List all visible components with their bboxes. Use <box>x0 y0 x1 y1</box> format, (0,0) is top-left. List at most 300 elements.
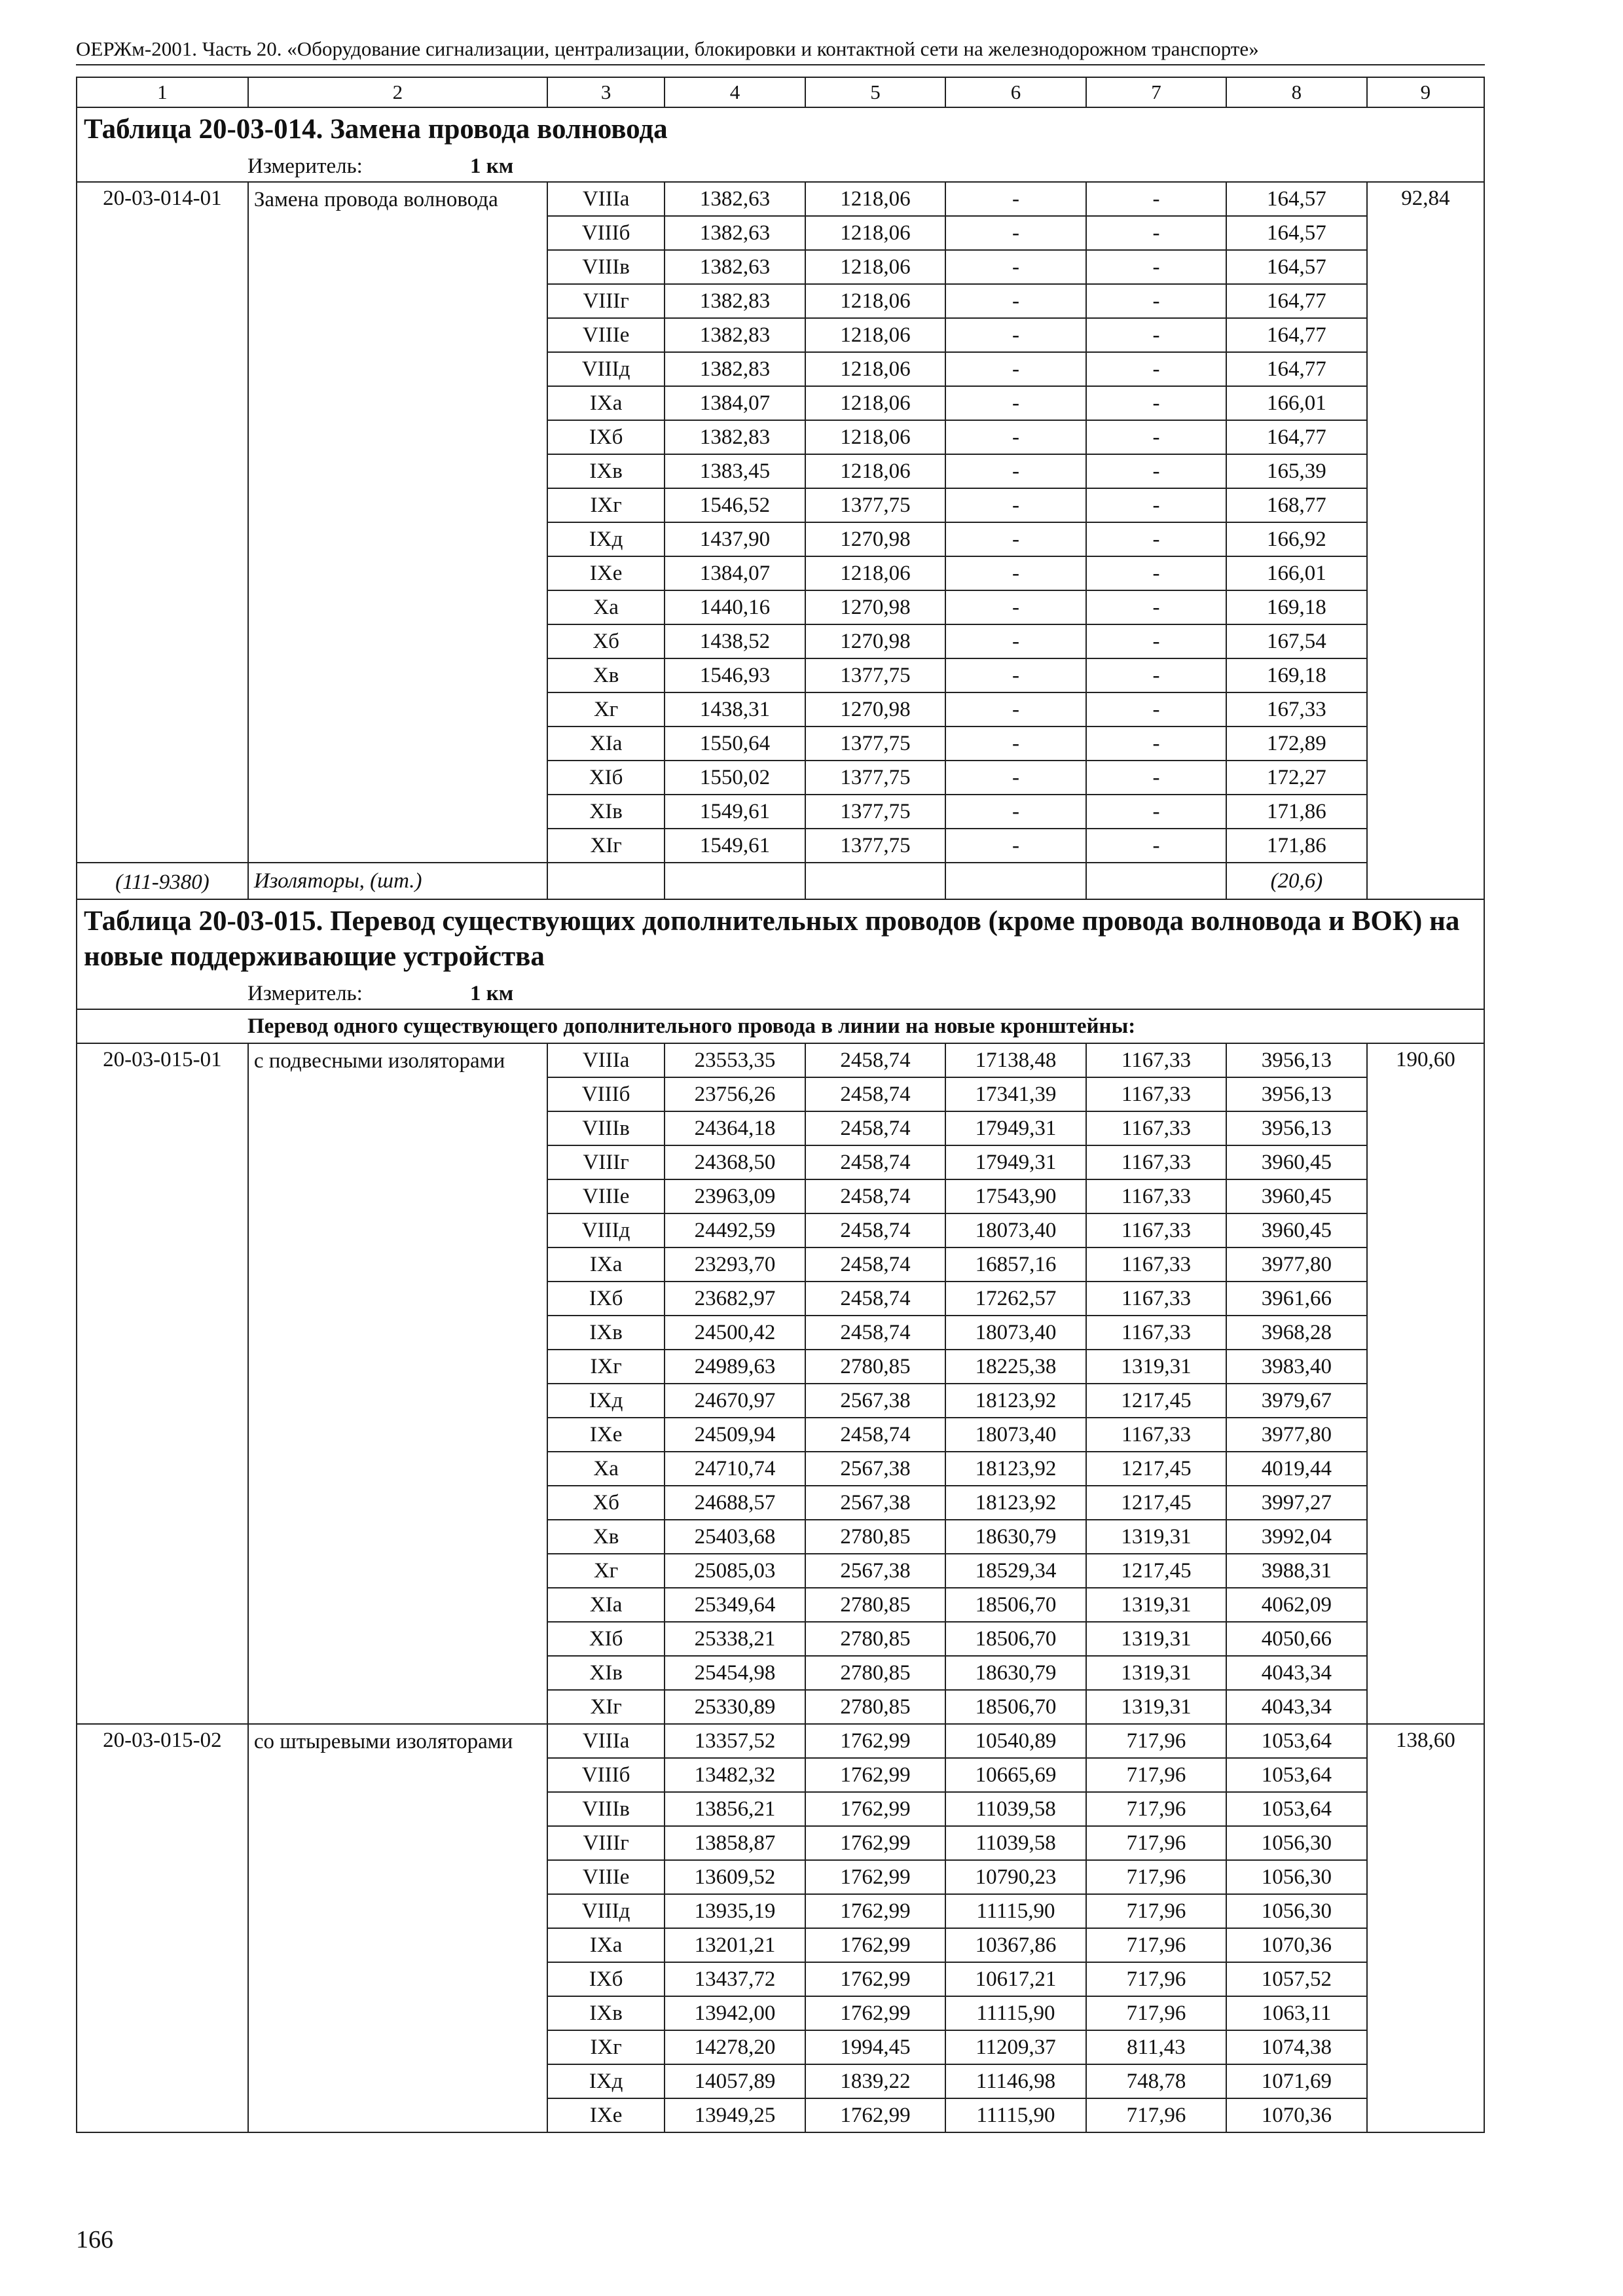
running-header: ОЕРЖм-2001. Часть 20. «Оборудование сигнализации, централизации, блокировки и контактной сети на железнодорожном транспорте» <box>76 37 1485 65</box>
zone-cell: VIIIв <box>547 250 665 284</box>
value-cell: 717,96 <box>1086 1724 1226 1758</box>
zone-cell: VIIIд <box>547 1213 665 1247</box>
value-cell: 1217,45 <box>1086 1384 1226 1418</box>
note-name: Изоляторы, (шт.) <box>248 863 547 899</box>
value-cell: 1994,45 <box>805 2030 945 2064</box>
zone-cell: IXг <box>547 488 665 522</box>
value-cell: 18073,40 <box>945 1316 1085 1350</box>
value-cell: 1377,75 <box>805 829 945 863</box>
value-cell: 2567,38 <box>805 1554 945 1588</box>
value-cell: 3997,27 <box>1226 1486 1366 1520</box>
value-cell: 1319,31 <box>1086 1622 1226 1656</box>
zone-cell: VIIIе <box>547 1860 665 1894</box>
value-cell: - <box>945 726 1085 761</box>
value-cell: 25454,98 <box>665 1656 805 1690</box>
value-cell: - <box>945 761 1085 795</box>
value-cell: 1762,99 <box>805 1758 945 1792</box>
value-cell: 1839,22 <box>805 2064 945 2098</box>
value-cell: 1382,63 <box>665 182 805 216</box>
table-subtitle: Перевод одного существующего дополнительного провода в линии на новые кронштейны: <box>77 1009 1484 1043</box>
value-cell: 11115,90 <box>945 2098 1085 2132</box>
value-cell: 1218,06 <box>805 250 945 284</box>
value-cell: 25349,64 <box>665 1588 805 1622</box>
value-cell: 3960,45 <box>1226 1145 1366 1179</box>
value-cell: 4043,34 <box>1226 1656 1366 1690</box>
zone-cell: VIIIб <box>547 1758 665 1792</box>
value-cell: 169,18 <box>1226 658 1366 692</box>
value-cell: 717,96 <box>1086 1894 1226 1928</box>
value-cell: 13482,32 <box>665 1758 805 1792</box>
value-cell: 4050,66 <box>1226 1622 1366 1656</box>
note-code: (111-9380) <box>77 863 248 899</box>
value-cell: 14057,89 <box>665 2064 805 2098</box>
value-cell: 3960,45 <box>1226 1179 1366 1213</box>
value-cell: 18506,70 <box>945 1690 1085 1724</box>
value-cell: 1218,06 <box>805 216 945 250</box>
value-cell: 13942,00 <box>665 1996 805 2030</box>
value-cell: 1762,99 <box>805 1724 945 1758</box>
value-cell: 2458,74 <box>805 1145 945 1179</box>
value-cell: 18123,92 <box>945 1486 1085 1520</box>
value-cell: 4043,34 <box>1226 1690 1366 1724</box>
value-cell: - <box>1086 522 1226 556</box>
value-cell: 3977,80 <box>1226 1247 1366 1282</box>
value-cell: 1056,30 <box>1226 1826 1366 1860</box>
value-cell: 1438,52 <box>665 624 805 658</box>
value-cell: 25403,68 <box>665 1520 805 1554</box>
value-cell: 1377,75 <box>805 488 945 522</box>
zone-cell: VIIIд <box>547 352 665 386</box>
value-cell: - <box>1086 590 1226 624</box>
table-row <box>77 1724 1484 1758</box>
table-title-cell <box>77 107 1484 151</box>
value-cell: 2780,85 <box>805 1520 945 1554</box>
zone-cell: IXе <box>547 2098 665 2132</box>
zone-cell: XIб <box>547 1622 665 1656</box>
value-cell: 14278,20 <box>665 2030 805 2064</box>
value-cell: 10665,69 <box>945 1758 1085 1792</box>
value-cell: 1167,33 <box>1086 1282 1226 1316</box>
value-cell: 1217,45 <box>1086 1486 1226 1520</box>
rates-table <box>76 77 1485 2133</box>
value-cell: 1319,31 <box>1086 1520 1226 1554</box>
value-cell: 23682,97 <box>665 1282 805 1316</box>
value-cell: 1167,33 <box>1086 1316 1226 1350</box>
zone-cell: VIIIе <box>547 1179 665 1213</box>
value-cell: 717,96 <box>1086 2098 1226 2132</box>
meter-label: Измеритель: <box>247 154 363 178</box>
zone-cell: VIIIб <box>547 216 665 250</box>
zone-cell: IXг <box>547 2030 665 2064</box>
value-cell: - <box>945 829 1085 863</box>
value-cell: - <box>1086 556 1226 590</box>
value-cell: 1319,31 <box>1086 1350 1226 1384</box>
rate-code: 20-03-015-02 <box>77 1724 248 2132</box>
zone-cell: IXа <box>547 1247 665 1282</box>
zone-cell: IXг <box>547 1350 665 1384</box>
value-cell: 1550,02 <box>665 761 805 795</box>
value-cell: 18630,79 <box>945 1520 1085 1554</box>
insulator-note-row <box>77 863 1484 899</box>
value-cell: 2458,74 <box>805 1316 945 1350</box>
value-cell: 2567,38 <box>805 1452 945 1486</box>
value-cell: 811,43 <box>1086 2030 1226 2064</box>
zone-cell: Xв <box>547 658 665 692</box>
value-cell: 24364,18 <box>665 1111 805 1145</box>
value-cell: 1270,98 <box>805 692 945 726</box>
zone-cell: IXв <box>547 454 665 488</box>
value-cell: 1440,16 <box>665 590 805 624</box>
value-cell: 1071,69 <box>1226 2064 1366 2098</box>
zone-cell: Xб <box>547 1486 665 1520</box>
zone-cell: IXе <box>547 556 665 590</box>
rate-code: 20-03-015-01 <box>77 1043 248 1724</box>
value-cell: - <box>1086 624 1226 658</box>
value-cell: 1074,38 <box>1226 2030 1366 2064</box>
value-cell: 717,96 <box>1086 1860 1226 1894</box>
value-cell: - <box>945 182 1085 216</box>
value-cell: 1063,11 <box>1226 1996 1366 2030</box>
table-title-cell <box>77 899 1484 978</box>
value-cell: 24492,59 <box>665 1213 805 1247</box>
value-cell: - <box>1086 386 1226 420</box>
value-cell: 717,96 <box>1086 1792 1226 1826</box>
value-cell: - <box>1086 454 1226 488</box>
value-cell: 13357,52 <box>665 1724 805 1758</box>
value-cell: 13858,87 <box>665 1826 805 1860</box>
value-cell: - <box>1086 352 1226 386</box>
zone-cell: Xб <box>547 624 665 658</box>
value-cell: - <box>945 795 1085 829</box>
value-cell: - <box>1086 761 1226 795</box>
value-cell: 10617,21 <box>945 1962 1085 1996</box>
value-cell: 24688,57 <box>665 1486 805 1520</box>
rate-name: с подвесными изоляторами <box>248 1043 547 1724</box>
meter-row <box>77 978 1484 1009</box>
value-cell: - <box>1086 692 1226 726</box>
value-cell: 168,77 <box>1226 488 1366 522</box>
value-cell: 13201,21 <box>665 1928 805 1962</box>
rate-name: Замена провода волновода <box>248 182 547 863</box>
value-cell: 18123,92 <box>945 1384 1085 1418</box>
column-9-value: 92,84 <box>1367 182 1484 899</box>
value-cell: 2458,74 <box>805 1247 945 1282</box>
value-cell: 1167,33 <box>1086 1077 1226 1111</box>
subtitle-row <box>77 1009 1484 1043</box>
column-9-value: 190,60 <box>1367 1043 1484 1724</box>
value-cell: 717,96 <box>1086 1826 1226 1860</box>
value-cell: 3977,80 <box>1226 1418 1366 1452</box>
zone-cell: XIв <box>547 1656 665 1690</box>
value-cell: 1382,83 <box>665 352 805 386</box>
value-cell: - <box>945 216 1085 250</box>
value-cell: 3992,04 <box>1226 1520 1366 1554</box>
value-cell: 717,96 <box>1086 1996 1226 2030</box>
column-number: 3 <box>547 77 665 107</box>
zone-cell: XIг <box>547 829 665 863</box>
value-cell: 171,86 <box>1226 829 1366 863</box>
value-cell: 3956,13 <box>1226 1111 1366 1145</box>
meter-unit: 1 км <box>470 982 514 1005</box>
value-cell: 10367,86 <box>945 1928 1085 1962</box>
value-cell: 1549,61 <box>665 829 805 863</box>
value-cell: 3961,66 <box>1226 1282 1366 1316</box>
value-cell: 24500,42 <box>665 1316 805 1350</box>
zone-cell: VIIIб <box>547 1077 665 1111</box>
zone-cell: IXд <box>547 1384 665 1418</box>
value-cell: 1550,64 <box>665 726 805 761</box>
rate-name: со штыревыми изоляторами <box>248 1724 547 2132</box>
value-cell: - <box>945 386 1085 420</box>
zone-cell: VIIIв <box>547 1111 665 1145</box>
value-cell: 1437,90 <box>665 522 805 556</box>
value-cell: - <box>1086 829 1226 863</box>
value-cell: 3988,31 <box>1226 1554 1366 1588</box>
value-cell: 2567,38 <box>805 1486 945 1520</box>
value-cell: 17543,90 <box>945 1179 1085 1213</box>
zone-cell: VIIIд <box>547 1894 665 1928</box>
zone-cell: XIа <box>547 726 665 761</box>
zone-cell: IXд <box>547 2064 665 2098</box>
meter-row <box>77 151 1484 182</box>
value-cell: 1218,06 <box>805 556 945 590</box>
empty-cell <box>665 863 805 899</box>
column-number: 4 <box>665 77 805 107</box>
value-cell: 166,01 <box>1226 386 1366 420</box>
value-cell: 25330,89 <box>665 1690 805 1724</box>
zone-cell: VIIIг <box>547 284 665 318</box>
zone-cell: IXб <box>547 1282 665 1316</box>
value-cell: 18123,92 <box>945 1452 1085 1486</box>
table-015-title: Таблица 20-03-015. Перевод существующих дополнительных проводов (кроме провода волновода и ВОК) на новые поддерживающие устройства <box>84 906 1460 972</box>
value-cell: 2458,74 <box>805 1213 945 1247</box>
zone-cell: IXе <box>547 1418 665 1452</box>
column-number: 8 <box>1226 77 1366 107</box>
empty-cell <box>1086 863 1226 899</box>
value-cell: 1382,63 <box>665 250 805 284</box>
value-cell: 2780,85 <box>805 1350 945 1384</box>
value-cell: 1762,99 <box>805 1826 945 1860</box>
value-cell: - <box>945 692 1085 726</box>
value-cell: 1056,30 <box>1226 1860 1366 1894</box>
value-cell: 1167,33 <box>1086 1043 1226 1077</box>
value-cell: 1377,75 <box>805 726 945 761</box>
column-number: 5 <box>805 77 945 107</box>
value-cell: 2780,85 <box>805 1690 945 1724</box>
zone-cell: VIIIа <box>547 1724 665 1758</box>
value-cell: 1218,06 <box>805 454 945 488</box>
value-cell: 1382,83 <box>665 284 805 318</box>
value-cell: 17341,39 <box>945 1077 1085 1111</box>
value-cell: 171,86 <box>1226 795 1366 829</box>
zone-cell: XIв <box>547 795 665 829</box>
value-cell: 1053,64 <box>1226 1758 1366 1792</box>
value-cell: 18073,40 <box>945 1213 1085 1247</box>
value-cell: 18630,79 <box>945 1656 1085 1690</box>
value-cell: 10540,89 <box>945 1724 1085 1758</box>
column-number: 1 <box>77 77 248 107</box>
table-row <box>77 1043 1484 1077</box>
value-cell: 1762,99 <box>805 1962 945 1996</box>
value-cell: 24509,94 <box>665 1418 805 1452</box>
value-cell: 25338,21 <box>665 1622 805 1656</box>
value-cell: 11039,58 <box>945 1792 1085 1826</box>
zone-cell: XIб <box>547 761 665 795</box>
zone-cell: Xа <box>547 590 665 624</box>
value-cell: 1053,64 <box>1226 1792 1366 1826</box>
value-cell: 17262,57 <box>945 1282 1085 1316</box>
value-cell: - <box>945 556 1085 590</box>
zone-cell: VIIIа <box>547 182 665 216</box>
value-cell: 18506,70 <box>945 1622 1085 1656</box>
value-cell: - <box>1086 182 1226 216</box>
value-cell: 717,96 <box>1086 1758 1226 1792</box>
value-cell: 1218,06 <box>805 420 945 454</box>
value-cell: 3979,67 <box>1226 1384 1366 1418</box>
value-cell: 17949,31 <box>945 1111 1085 1145</box>
value-cell: 1270,98 <box>805 624 945 658</box>
value-cell: 3956,13 <box>1226 1077 1366 1111</box>
value-cell: - <box>945 420 1085 454</box>
value-cell: 17138,48 <box>945 1043 1085 1077</box>
column-9-value: 138,60 <box>1367 1724 1484 2132</box>
value-cell: 1319,31 <box>1086 1656 1226 1690</box>
value-cell: 164,57 <box>1226 250 1366 284</box>
value-cell: 10790,23 <box>945 1860 1085 1894</box>
zone-cell: VIIIе <box>547 318 665 352</box>
value-cell: - <box>945 284 1085 318</box>
value-cell: 717,96 <box>1086 1962 1226 1996</box>
value-cell: 17949,31 <box>945 1145 1085 1179</box>
zone-cell: Xв <box>547 1520 665 1554</box>
value-cell: 23293,70 <box>665 1247 805 1282</box>
value-cell: 18073,40 <box>945 1418 1085 1452</box>
value-cell: - <box>1086 216 1226 250</box>
meter-label: Измеритель: <box>247 982 363 1005</box>
zone-cell: IXд <box>547 522 665 556</box>
value-cell: 13856,21 <box>665 1792 805 1826</box>
value-cell: 1383,45 <box>665 454 805 488</box>
value-cell: 11115,90 <box>945 1996 1085 2030</box>
value-cell: 13949,25 <box>665 2098 805 2132</box>
value-cell: 1546,52 <box>665 488 805 522</box>
value-cell: 1057,52 <box>1226 1962 1366 1996</box>
value-cell: 1270,98 <box>805 522 945 556</box>
value-cell: - <box>945 624 1085 658</box>
zone-cell: Xг <box>547 692 665 726</box>
zone-cell: IXв <box>547 1996 665 2030</box>
value-cell: 23553,35 <box>665 1043 805 1077</box>
empty-cell <box>945 863 1085 899</box>
value-cell: 1270,98 <box>805 590 945 624</box>
value-cell: 167,54 <box>1226 624 1366 658</box>
value-cell: 1218,06 <box>805 182 945 216</box>
value-cell: 16857,16 <box>945 1247 1085 1282</box>
value-cell: - <box>1086 488 1226 522</box>
zone-cell: IXб <box>547 1962 665 1996</box>
table-row <box>77 182 1484 216</box>
value-cell: 18529,34 <box>945 1554 1085 1588</box>
value-cell: 1382,83 <box>665 420 805 454</box>
value-cell: 2567,38 <box>805 1384 945 1418</box>
value-cell: 13935,19 <box>665 1894 805 1928</box>
value-cell: 1167,33 <box>1086 1213 1226 1247</box>
value-cell: 1762,99 <box>805 1996 945 2030</box>
value-cell: 25085,03 <box>665 1554 805 1588</box>
value-cell: 164,57 <box>1226 216 1366 250</box>
value-cell: 24989,63 <box>665 1350 805 1384</box>
table-body <box>77 77 1484 2132</box>
value-cell: 2780,85 <box>805 1622 945 1656</box>
value-cell: 1218,06 <box>805 318 945 352</box>
table-title-row <box>77 107 1484 151</box>
value-cell: 1167,33 <box>1086 1418 1226 1452</box>
value-cell: 1053,64 <box>1226 1724 1366 1758</box>
zone-cell: Xа <box>547 1452 665 1486</box>
value-cell: - <box>1086 726 1226 761</box>
value-cell: 3956,13 <box>1226 1043 1366 1077</box>
value-cell: 11146,98 <box>945 2064 1085 2098</box>
value-cell: 1217,45 <box>1086 1452 1226 1486</box>
value-cell: 164,77 <box>1226 352 1366 386</box>
meter-cell <box>77 151 1484 182</box>
note-value: (20,6) <box>1226 863 1366 899</box>
column-number: 6 <box>945 77 1085 107</box>
value-cell: 1218,06 <box>805 284 945 318</box>
meter-unit: 1 км <box>470 154 514 178</box>
value-cell: 3983,40 <box>1226 1350 1366 1384</box>
zone-cell: VIIIг <box>547 1145 665 1179</box>
value-cell: 165,39 <box>1226 454 1366 488</box>
value-cell: - <box>1086 318 1226 352</box>
value-cell: 1377,75 <box>805 795 945 829</box>
page-number: 166 <box>76 2226 113 2253</box>
value-cell: 24670,97 <box>665 1384 805 1418</box>
empty-cell <box>547 863 665 899</box>
value-cell: 172,27 <box>1226 761 1366 795</box>
value-cell: 1382,63 <box>665 216 805 250</box>
value-cell: 1762,99 <box>805 1894 945 1928</box>
rate-code: 20-03-014-01 <box>77 182 248 863</box>
value-cell: - <box>945 352 1085 386</box>
value-cell: 4062,09 <box>1226 1588 1366 1622</box>
zone-cell: VIIIв <box>547 1792 665 1826</box>
value-cell: 167,33 <box>1226 692 1366 726</box>
value-cell: 1056,30 <box>1226 1894 1366 1928</box>
column-number: 9 <box>1367 77 1484 107</box>
value-cell: 1384,07 <box>665 556 805 590</box>
value-cell: 1762,99 <box>805 1792 945 1826</box>
value-cell: 1762,99 <box>805 2098 945 2132</box>
zone-cell: XIг <box>547 1690 665 1724</box>
zone-cell: IXв <box>547 1316 665 1350</box>
value-cell: 18225,38 <box>945 1350 1085 1384</box>
value-cell: 1218,06 <box>805 386 945 420</box>
value-cell: 2458,74 <box>805 1077 945 1111</box>
value-cell: 169,18 <box>1226 590 1366 624</box>
value-cell: 24710,74 <box>665 1452 805 1486</box>
value-cell: 1762,99 <box>805 1928 945 1962</box>
empty-cell <box>805 863 945 899</box>
value-cell: 1070,36 <box>1226 2098 1366 2132</box>
value-cell: 1167,33 <box>1086 1111 1226 1145</box>
value-cell: - <box>1086 284 1226 318</box>
value-cell: 1167,33 <box>1086 1179 1226 1213</box>
value-cell: 1546,93 <box>665 658 805 692</box>
value-cell: 1070,36 <box>1226 1928 1366 1962</box>
value-cell: - <box>945 250 1085 284</box>
value-cell: - <box>1086 795 1226 829</box>
